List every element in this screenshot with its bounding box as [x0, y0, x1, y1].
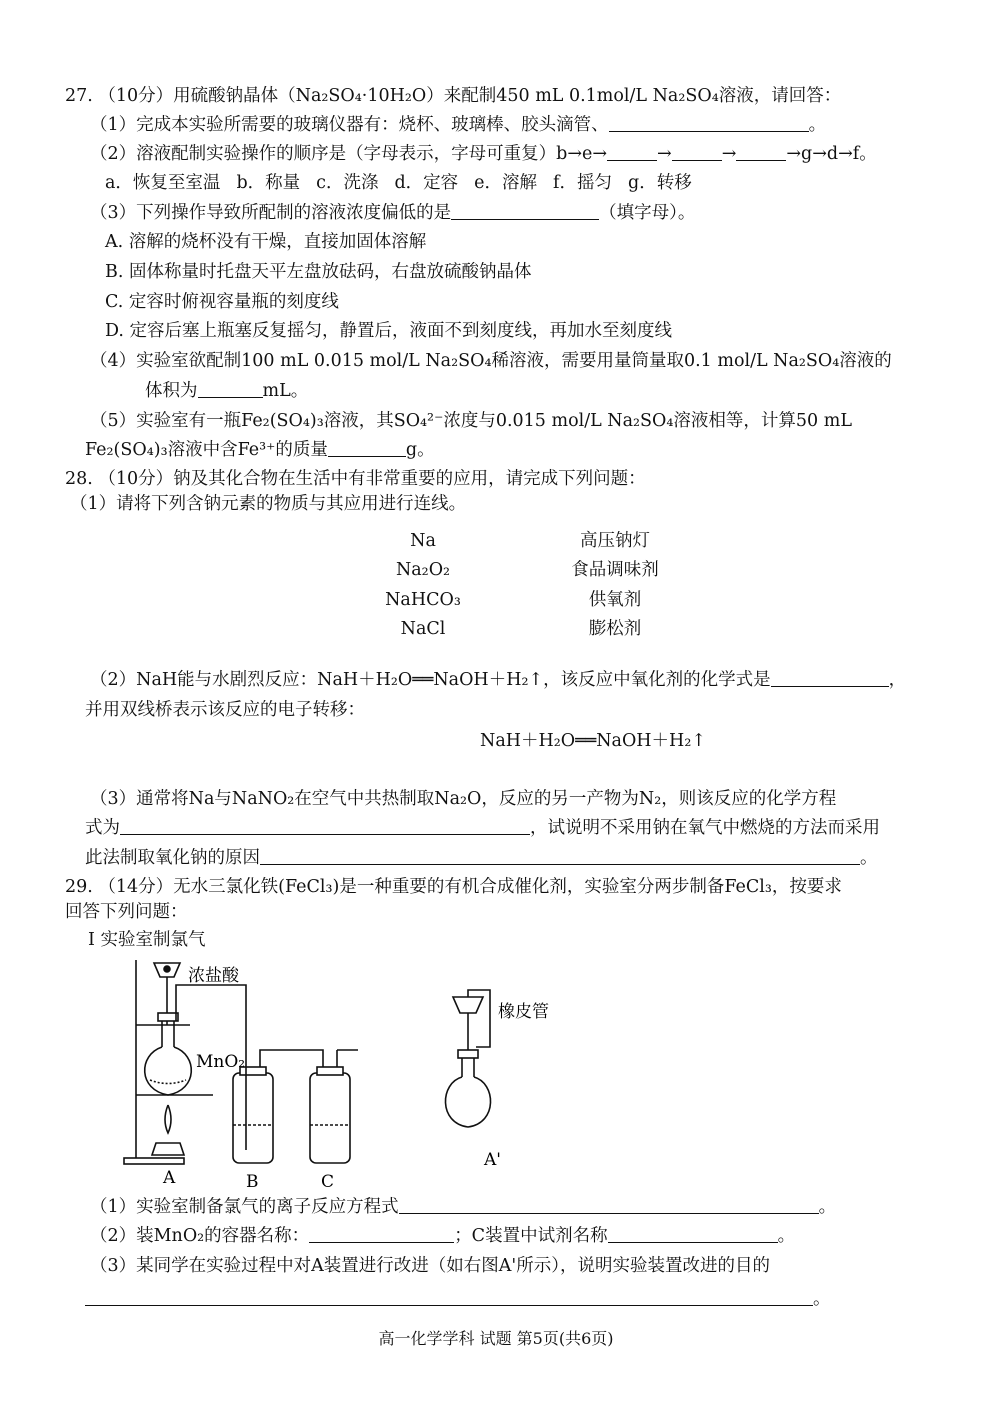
q27-part1: （1）完成本实验所需要的玻璃仪器有：烧杯、玻璃棒、胶头滴管、 。	[90, 115, 827, 135]
q27-choice-d: D. 定容后塞上瓶塞反复摇匀，静置后，液面不到刻度线，再加水至刻度线	[105, 321, 673, 341]
option-f: f．摇匀	[553, 173, 612, 193]
q27-title: 27. （10分）用硫酸钠晶体（Na₂SO₄·10H₂O）来配制450 mL 0.1mol/L Na₂SO₄溶液，请回答：	[65, 86, 842, 106]
q27-part4-cont: 体积为 mL。	[145, 381, 309, 401]
option-b: b．称量	[236, 173, 301, 193]
option-g: g．转移	[628, 173, 692, 193]
answer-blank	[672, 143, 722, 161]
stand-base	[124, 1158, 184, 1164]
use-item: 高压钠灯	[580, 531, 650, 551]
option-c: c．洗涤	[316, 173, 379, 193]
option-a: a．恢复至室温	[105, 173, 221, 193]
q29-part1-heading: I 实验室制氯气	[88, 930, 206, 950]
use-item: 膨松剂	[588, 619, 642, 639]
answer-blank	[451, 202, 599, 220]
q28-part3: （3）通常将Na与NaNO₂在空气中共热制取Na₂O，反应的另一产物为N₂，则该反应的化学方程	[90, 789, 837, 809]
flask-stopper	[158, 1013, 178, 1021]
answer-blank	[328, 439, 406, 457]
q27-choice-a: A. 溶解的烧杯没有干燥，直接加固体溶解	[105, 232, 427, 252]
q28-part2: （2）NaH能与水剧烈反应：NaH＋H₂O══NaOH＋H₂↑，该反应中氧化剂的化学式是 ，	[90, 670, 907, 690]
answer-blank	[736, 143, 786, 161]
answer-blank	[607, 143, 657, 161]
q27-part5-cont: Fe₂(SO₄)₃溶液中含Fe³⁺的质量 g。	[85, 440, 435, 460]
q27-choice-c: C. 定容时俯视容量瓶的刻度线	[105, 292, 339, 312]
q29-title-cont: 回答下列问题：	[65, 902, 188, 922]
answer-blank	[198, 380, 263, 398]
gas-washing-bottle-b	[233, 1073, 273, 1163]
answer-blank	[120, 817, 530, 835]
answer-blank	[608, 1225, 778, 1243]
label-rubber-tube: 橡皮管	[498, 1002, 549, 1022]
q27-part2: （2）溶液配制实验操作的顺序是（字母表示，字母可重复）b→e→ → → →g→d→f。	[90, 144, 877, 164]
answer-blank	[399, 1196, 819, 1214]
chlorine-apparatus-diagram	[118, 955, 568, 1190]
label-b: B	[246, 1172, 259, 1190]
gas-washing-bottle-c	[310, 1073, 350, 1163]
q27-choice-b: B. 固体称量时托盘天平左盘放砝码，右盘放硫酸钠晶体	[105, 262, 532, 282]
option-d: d．定容	[394, 173, 459, 193]
q29-part3: （3）某同学在实验过程中对A装置进行改进（如右图A'所示），说明实验装置改进的目的	[90, 1256, 770, 1276]
q29-part3-cont: 。	[85, 1287, 831, 1311]
substance-item: Na	[410, 531, 436, 551]
rubber-tube	[468, 990, 490, 1047]
q28-part3-cont: 式为 ，试说明不采用钠在氧气中燃烧的方法而采用	[85, 818, 880, 838]
alcohol-lamp	[152, 1143, 184, 1155]
answer-blank	[771, 669, 889, 687]
q29-part1: （1）实验室制备氯气的离子反应方程式 。	[90, 1197, 837, 1217]
q27-part4: （4）实验室欲配制100 mL 0.015 mol/L Na₂SO₄稀溶液，需要用量筒量取0.1 mol/L Na₂SO₄溶液的	[90, 351, 892, 371]
q28-title: 28. （10分）钠及其化合物在生活中有非常重要的应用，请完成下列问题：	[65, 469, 646, 489]
q27-step-options	[105, 171, 708, 195]
q28-equation: NaH＋H₂O══NaOH＋H₂↑	[480, 731, 706, 751]
label-a: A	[163, 1168, 176, 1188]
label-a-prime: A'	[484, 1150, 501, 1170]
use-item: 供氧剂	[588, 590, 642, 610]
q28-part1: （1）请将下列含钠元素的物质与其应用进行连线。	[70, 494, 467, 514]
round-bottom-flask	[145, 1047, 192, 1095]
q27-part5: （5）实验室有一瓶Fe₂(SO₄)₃溶液，其SO₄²⁻浓度与0.015 mol/L Na₂SO₄溶液相等，计算50 mL	[90, 411, 852, 431]
label-mno2: MnO₂	[196, 1052, 246, 1072]
answer-blank	[85, 1288, 813, 1306]
substance-item: NaCl	[400, 619, 446, 639]
q28-part3-cont2: 此法制取氧化钠的原因 。	[85, 848, 878, 868]
use-item: 食品调味剂	[571, 560, 659, 580]
option-e: e．溶解	[474, 173, 538, 193]
label-conc-hcl: 浓盐酸	[188, 966, 239, 986]
a-prime-funnel	[453, 997, 483, 1013]
a-prime-flask	[445, 1077, 490, 1127]
q28-part2-cont: 并用双线桥表示该反应的电子转移：	[85, 700, 365, 720]
page-footer: 高一化学学科 试题 第5页(共6页)	[378, 1329, 614, 1348]
q29-title: 29. （14分）无水三氯化铁(FeCl₃)是一种重要的有机合成催化剂，实验室分两步制备FeCl₃，按要求	[65, 877, 842, 897]
answer-blank	[309, 1225, 454, 1243]
label-c: C	[321, 1172, 335, 1190]
q29-part2: （2）装MnO₂的容器名称： ；C装置中试剂名称 。	[90, 1226, 796, 1246]
q27-part3: （3）下列操作导致所配制的溶液浓度偏低的是 （填字母）。	[90, 203, 696, 223]
substance-item: NaHCO₃	[385, 590, 461, 610]
answer-blank	[260, 847, 860, 865]
answer-blank	[609, 114, 809, 132]
substance-item: Na₂O₂	[395, 560, 451, 580]
